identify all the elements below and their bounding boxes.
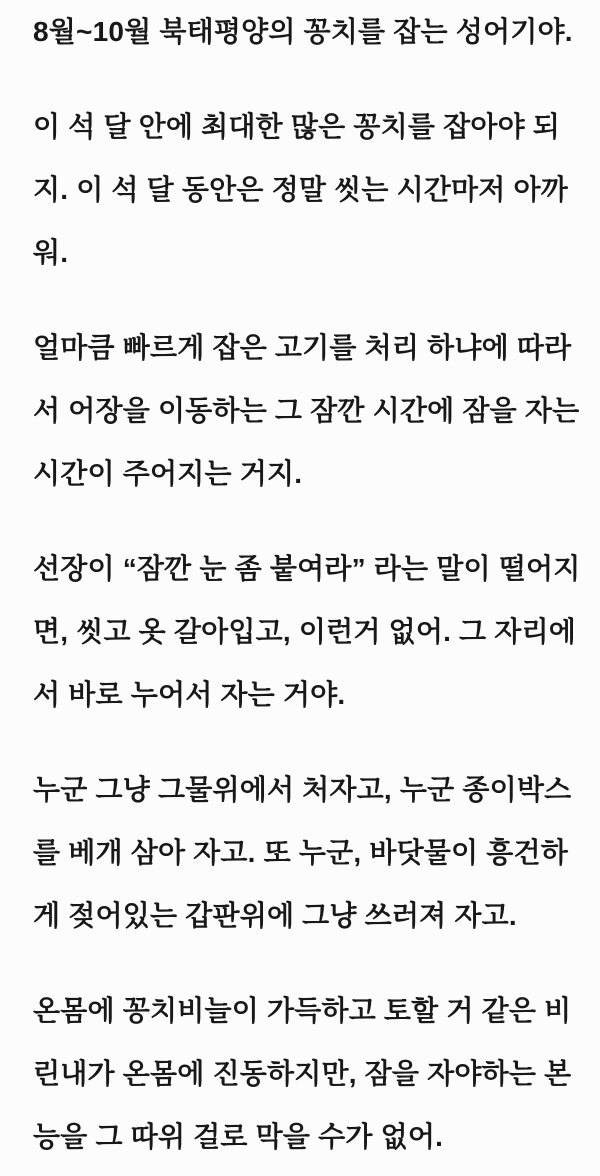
text-line: 능을 그 따위 걸로 막을 수가 없어. xyxy=(33,1121,444,1152)
text-line: 얼마큼 빠르게 잡은 고기를 처리 하냐에 따라 xyxy=(33,332,572,363)
text-line: 온몸에 꽁치비늘이 가득하고 토할 거 같은 비 xyxy=(33,995,572,1026)
text-line: 서 바로 누어서 자는 거야. xyxy=(33,679,346,710)
text-block xyxy=(33,0,581,1168)
paragraph xyxy=(33,95,572,284)
text-line: 이 석 달 안에 최대한 많은 꽁치를 잡아야 되 xyxy=(33,111,561,142)
text-line: 워. xyxy=(33,237,69,268)
text-line: 8월~10월 북태평양의 꽁치를 잡는 성어기야. xyxy=(33,16,573,47)
text-line: 시간이 주어지는 거지. xyxy=(33,458,303,489)
text-line: 를 베개 삼아 자고. 또 누군, 바닷물이 흥건하 xyxy=(33,837,569,868)
paragraph xyxy=(33,0,572,63)
text-line: 면, 씻고 옷 갈아입고, 이런거 없어. 그 자리에 xyxy=(33,616,577,647)
text-line: 게 젖어있는 갑판위에 그냥 쓰러져 자고. xyxy=(33,900,517,931)
text-line: 선장이 “잠깐 눈 좀 붙여라” 라는 말이 떨어지 xyxy=(33,553,581,584)
text-line: 서 어장을 이동하는 그 잠깐 시간에 잠을 자는 xyxy=(33,395,580,426)
paragraph xyxy=(33,979,572,1168)
paragraph xyxy=(33,537,581,726)
text-line: 누군 그냥 그물위에서 처자고, 누군 종이박스 xyxy=(33,774,572,805)
text-line: 린내가 온몸에 진동하지만, 잠을 자야하는 본 xyxy=(33,1058,572,1089)
paragraph xyxy=(33,758,572,947)
paragraph xyxy=(33,316,580,505)
text-line: 지. 이 석 달 동안은 정말 씻는 시간마저 아까 xyxy=(33,174,569,205)
